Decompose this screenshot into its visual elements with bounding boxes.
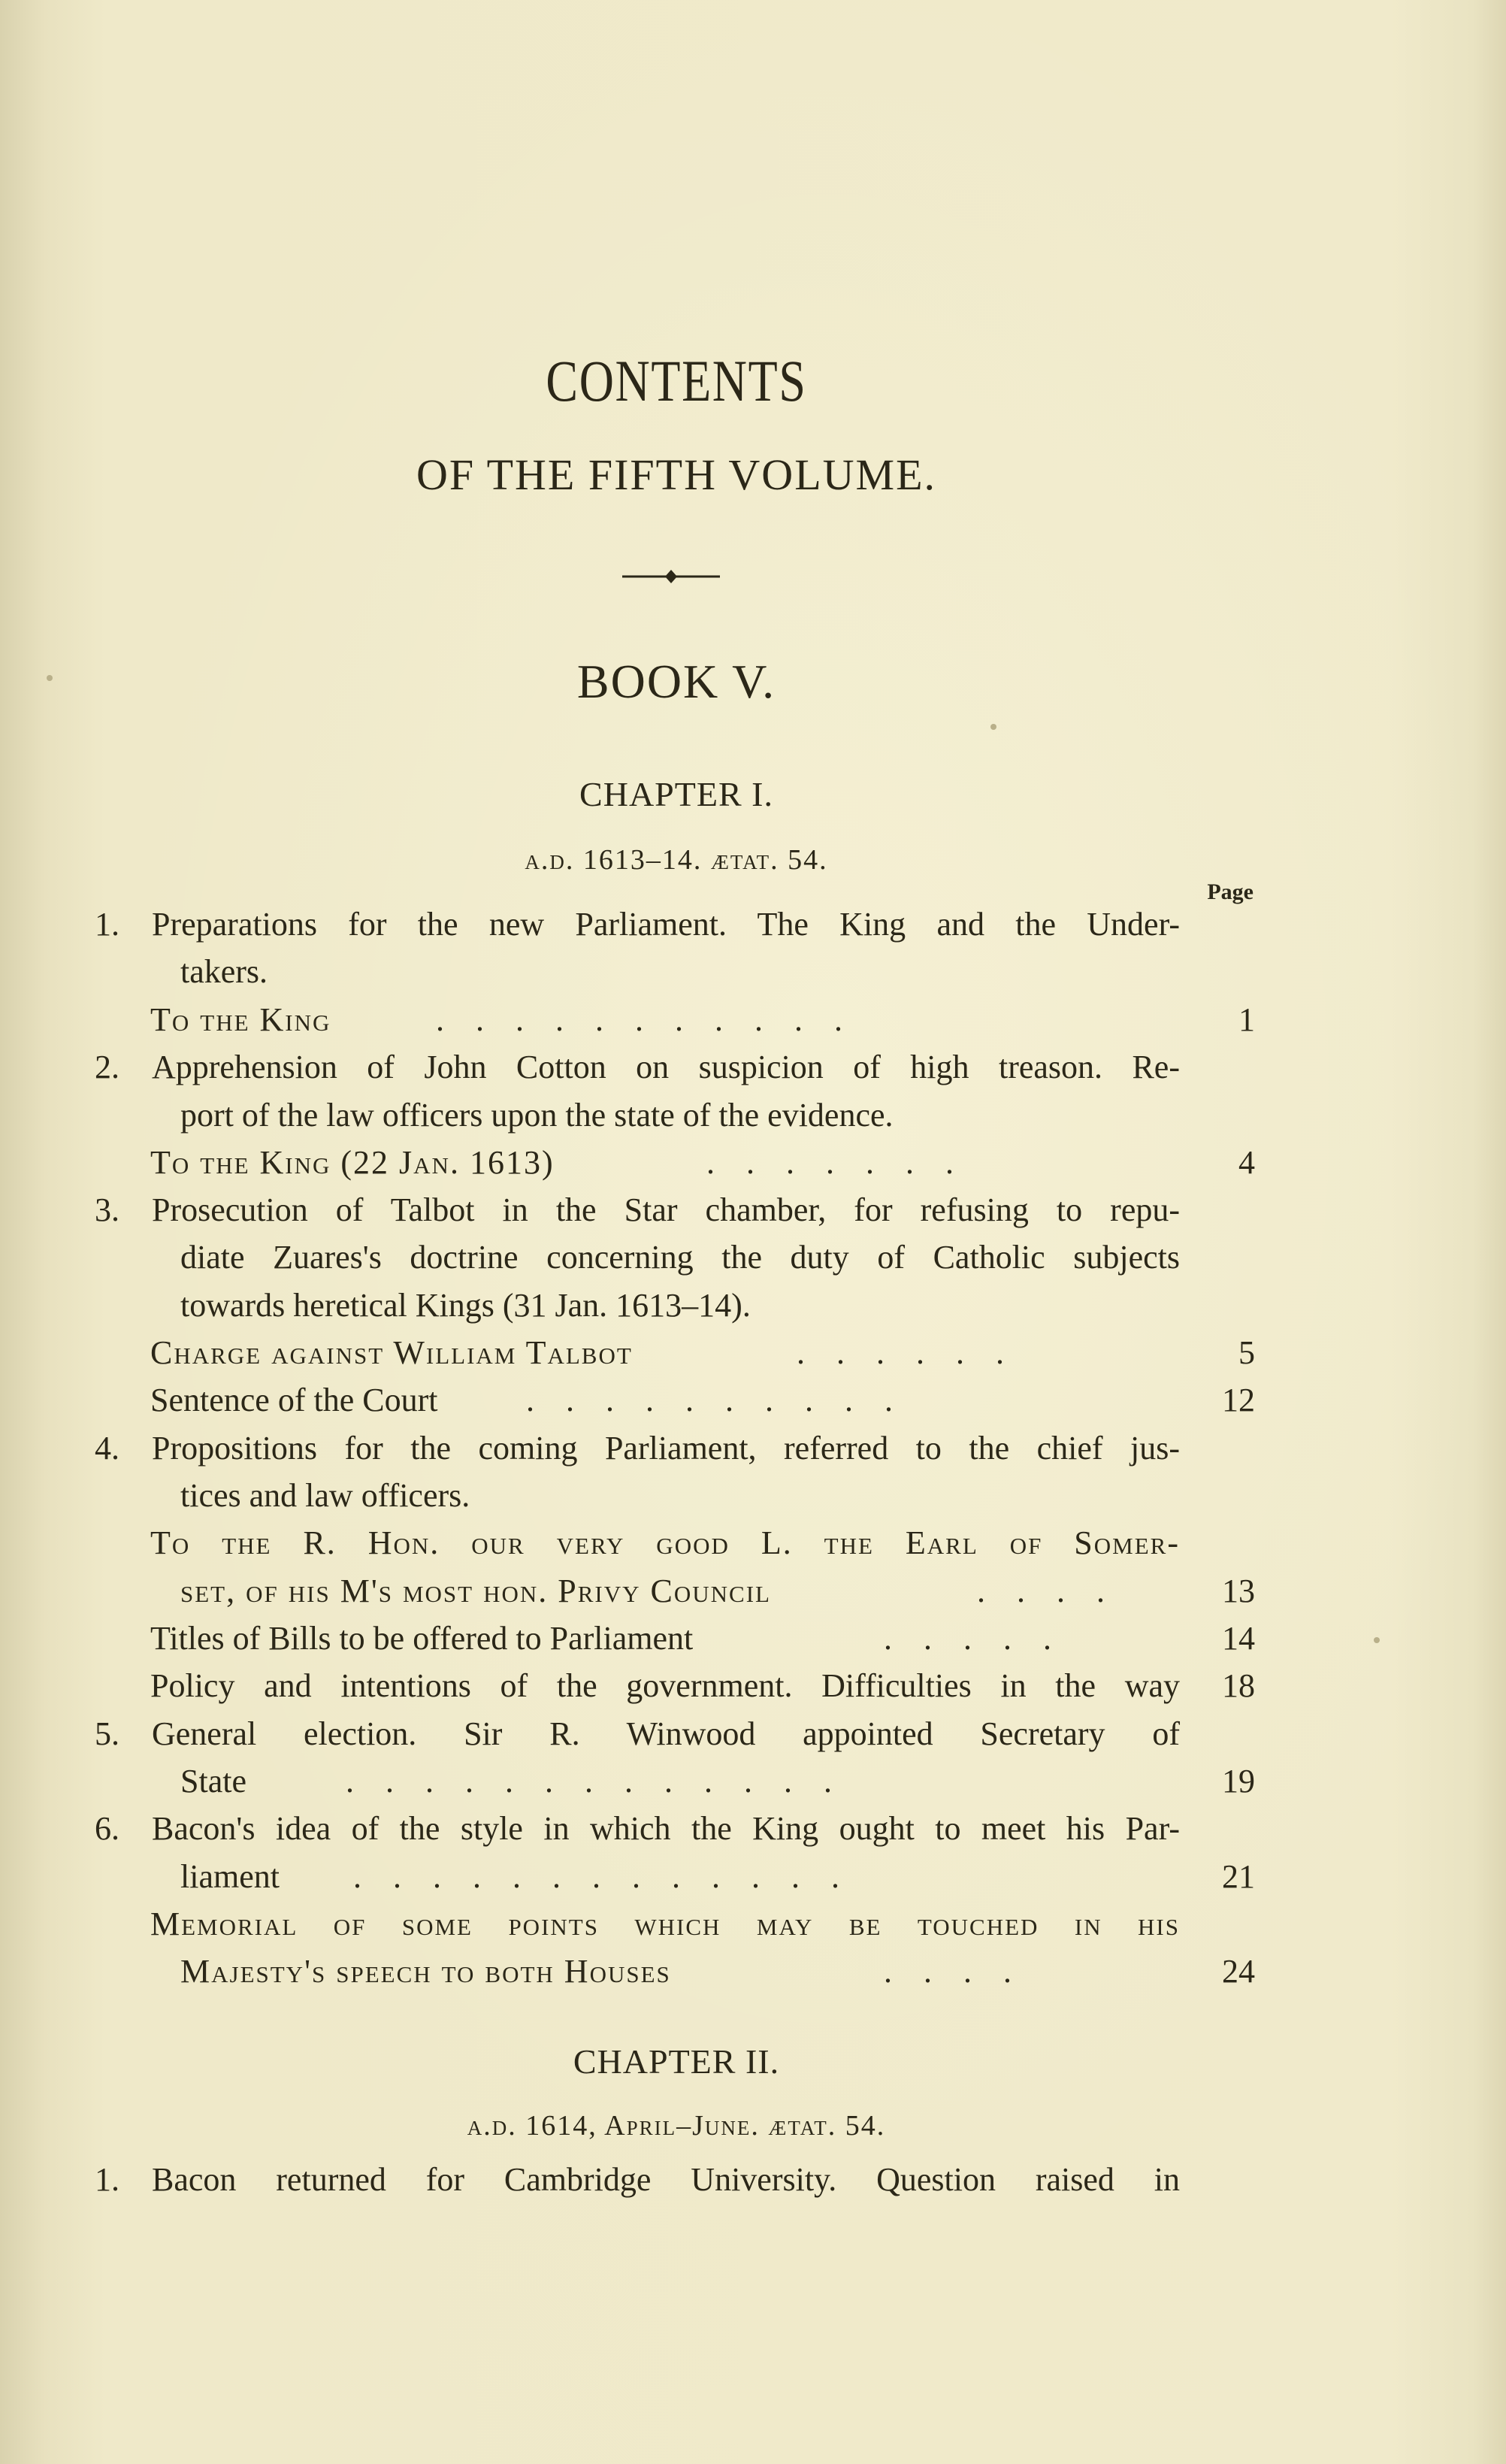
toc-item-line: [0, 1521, 1278, 1566]
paper-speck: [990, 724, 996, 730]
leader-dots: .....: [884, 1620, 1083, 1657]
toc-entry-line: [0, 1283, 1278, 1328]
toc-entry-line: [0, 902, 1278, 947]
toc-item-line: [0, 1663, 1278, 1709]
entry-text: Bacon returned for Cambridge University. Question raised in: [152, 2161, 1180, 2198]
item-label: To the King (22 Jan. 1613): [150, 1144, 555, 1181]
leader-dots: ..........: [526, 1382, 924, 1418]
toc-entry-line: [0, 1188, 1278, 1233]
entry-number: 6.: [95, 1810, 119, 1847]
toc-entry-line: [0, 1806, 1278, 1851]
entry-number: 1.: [95, 906, 119, 943]
toc-entry-line: [0, 1473, 1278, 1518]
page-number: 24: [1222, 1953, 1255, 1990]
toc-entry-line: [0, 1759, 1278, 1804]
page-number: 14: [1222, 1620, 1255, 1657]
item-label: To the King: [150, 1001, 331, 1038]
toc-entry-line: [0, 1712, 1278, 1757]
toc-entry-line: [0, 2157, 1278, 2202]
entry-number: 3.: [95, 1191, 119, 1228]
volume-subtitle: OF THE FIFTH VOLUME.: [416, 450, 937, 499]
page-number: 21: [1222, 1858, 1255, 1895]
item-label: Sentence of the Court: [150, 1382, 438, 1418]
item-label: Titles of Bills to be offered to Parliament: [150, 1620, 694, 1657]
toc-item-line: [0, 1616, 1278, 1661]
entry-text: State: [180, 1763, 246, 1800]
entry-number: 2.: [95, 1049, 119, 1085]
toc-item-line: [0, 997, 1278, 1043]
ornament-divider-icon: [621, 565, 721, 588]
page-number: 1: [1238, 1001, 1255, 1038]
page-number: 12: [1222, 1382, 1255, 1418]
entry-text: diate Zuares's doctrine concerning the duty of Catholic subjects: [180, 1239, 1180, 1276]
entry-text: Propositions for the coming Parliament, referred to the chief jus-: [152, 1430, 1180, 1467]
page-number: 4: [1238, 1144, 1255, 1181]
toc-entry-line: [0, 949, 1278, 994]
item-label: Charge against William Talbot: [150, 1334, 633, 1371]
entry-text: towards heretical Kings (31 Jan. 1613–14).: [180, 1287, 751, 1324]
item-label: Policy and intentions of the government. Difficulties in the way: [150, 1667, 1180, 1704]
toc-entry-line: [0, 1235, 1278, 1280]
paper-speck: [1374, 1637, 1380, 1643]
chapter-2-heading: CHAPTER II.: [573, 2042, 780, 2081]
leader-dots: .............: [346, 1763, 863, 1800]
entry-text: Prosecution of Talbot in the Star chamber, for refusing to repu-: [152, 1191, 1180, 1228]
toc-item-line: [0, 1569, 1278, 1614]
toc-entry-line: [0, 1045, 1278, 1090]
entry-text: General election. Sir R. Winwood appointed Secretary of: [152, 1715, 1180, 1752]
chapter-2-date-line: a.d. 1614, April–June. ætat. 54.: [467, 2110, 886, 2142]
chapter-1-date-line: a.d. 1613–14. ætat. 54.: [525, 844, 828, 876]
item-label: Majesty's speech to both Houses: [180, 1953, 671, 1990]
leader-dots: .............: [353, 1858, 871, 1895]
toc-entry-line: [0, 1854, 1278, 1899]
entry-text: Bacon's idea of the style in which the King ought to meet his Par-: [152, 1810, 1180, 1847]
toc-item-line: [0, 1330, 1278, 1376]
entry-number: 1.: [95, 2161, 119, 2198]
item-label: Memorial of some points which may be touched in his: [150, 1906, 1180, 1942]
entry-text: tices and law officers.: [180, 1477, 470, 1514]
entry-number: 5.: [95, 1715, 119, 1752]
entry-number: 4.: [95, 1430, 119, 1467]
item-label: To the R. Hon. our very good L. the Earl of Somer-: [150, 1524, 1180, 1561]
page-column-label: Page: [1207, 879, 1253, 904]
toc-item-line: [0, 1902, 1278, 1947]
entry-text: takers.: [180, 953, 268, 990]
leader-dots: ....: [884, 1953, 1043, 1990]
leader-dots: ...........: [436, 1001, 874, 1038]
page-number: 13: [1222, 1573, 1255, 1609]
toc-entry-line: [0, 1426, 1278, 1471]
entry-text: port of the law officers upon the state of the evidence.: [180, 1097, 894, 1134]
item-label: set, of his M's most hon. Privy Council: [180, 1573, 771, 1609]
paper-speck: [47, 675, 53, 681]
entry-text: Preparations for the new Parliament. The King and the Under-: [152, 906, 1180, 943]
page-number: 19: [1222, 1763, 1255, 1800]
contents-title: CONTENTS: [546, 348, 807, 413]
chapter-1-heading: CHAPTER I.: [579, 775, 773, 813]
toc-item-line: [0, 1140, 1278, 1185]
page-number: 18: [1222, 1667, 1255, 1704]
leader-dots: ......: [797, 1334, 1036, 1371]
page-number: 5: [1238, 1334, 1255, 1371]
entry-text: Apprehension of John Cotton on suspicion of high treason. Re-: [152, 1049, 1180, 1085]
leader-dots: ....: [977, 1573, 1136, 1609]
toc-item-line: [0, 1949, 1278, 1994]
book-title: BOOK V.: [576, 655, 776, 708]
toc-entry-line: [0, 1093, 1278, 1138]
leader-dots: .......: [706, 1144, 985, 1181]
entry-text: liament: [180, 1858, 280, 1895]
toc-item-line: [0, 1378, 1278, 1423]
